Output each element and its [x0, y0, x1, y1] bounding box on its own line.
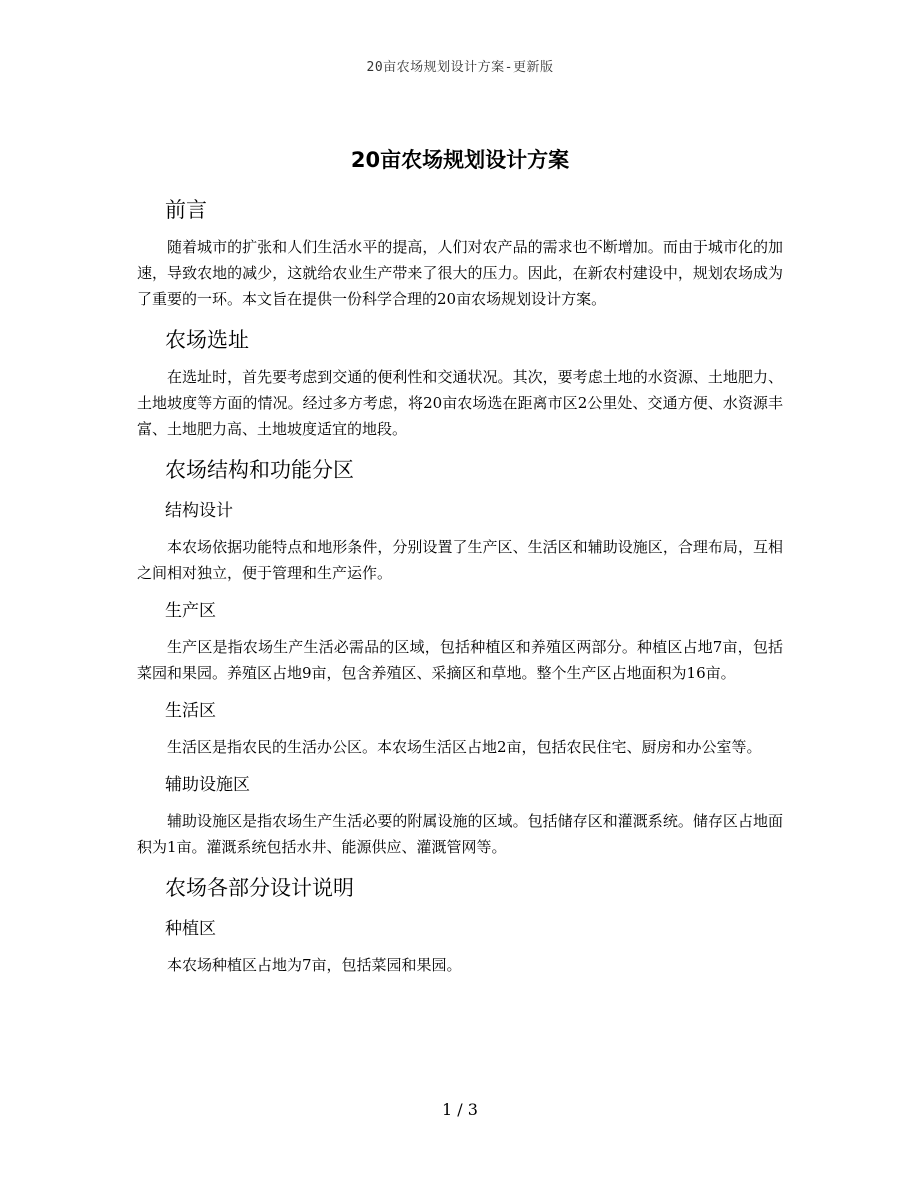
- subsection-heading-living-area: 生活区: [165, 701, 216, 721]
- subsection-paragraph-planting-area: 本农场种植区占地为7亩，包括菜园和果园。: [167, 956, 462, 974]
- document-title: 20亩农场规划设计方案: [350, 148, 570, 172]
- subsection-paragraph-structure-design: 本农场依据功能特点和地形条件，分别设置了生产区、生活区和辅助设施区，合理布局，互相之间相对独立，便于管理和生产运作。: [137, 538, 783, 582]
- section-heading-design-notes: 农场各部分设计说明: [165, 876, 354, 900]
- subsection-paragraph-auxiliary-area: 辅助设施区是指农场生产生活必要的附属设施的区域。包括储存区和灌溉系统。储存区占地面积为1亩。灌溉系统包括水井、能源供应、灌溉管网等。: [137, 812, 783, 856]
- page-number: 1 / 3: [442, 1100, 478, 1119]
- section-heading-preface: 前言: [165, 198, 207, 222]
- running-header: 20亩农场规划设计方案-更新版: [366, 60, 554, 75]
- document-body: [137, 142, 783, 988]
- subsection-heading-structure-design: 结构设计: [165, 501, 233, 521]
- subsection-heading-production-area: 生产区: [165, 601, 216, 621]
- section-paragraph-site-selection: 在选址时，首先要考虑到交通的便利性和交通状况。其次，要考虑土地的水资源、土地肥力、土地坡度等方面的情况。经过多方考虑，将20亩农场选在距离市区2公里处、交通方便、水资源丰富、土地肥力高、土地坡度适宜的地段。: [137, 368, 783, 438]
- subsection-paragraph-production-area: 生产区是指农场生产生活必需品的区域，包括种植区和养殖区两部分。种植区占地7亩，包括菜园和果园。养殖区占地9亩，包含养殖区、采摘区和草地。整个生产区占地面积为16亩。: [137, 638, 783, 682]
- section-heading-structure: 农场结构和功能分区: [165, 458, 354, 482]
- subsection-paragraph-living-area: 生活区是指农民的生活办公区。本农场生活区占地2亩，包括农民住宅、厨房和办公室等。: [167, 738, 762, 756]
- subsection-heading-planting-area: 种植区: [165, 919, 216, 939]
- section-paragraph-preface: 随着城市的扩张和人们生活水平的提高，人们对农产品的需求也不断增加。而由于城市化的加速，导致农地的减少，这就给农业生产带来了很大的压力。因此，在新农村建设中，规划农场成为了重要的一环。本文旨在提供一份科学合理的20亩农场规划设计方案。: [137, 238, 783, 308]
- section-heading-site-selection: 农场选址: [165, 328, 249, 352]
- subsection-heading-auxiliary-area: 辅助设施区: [165, 775, 250, 795]
